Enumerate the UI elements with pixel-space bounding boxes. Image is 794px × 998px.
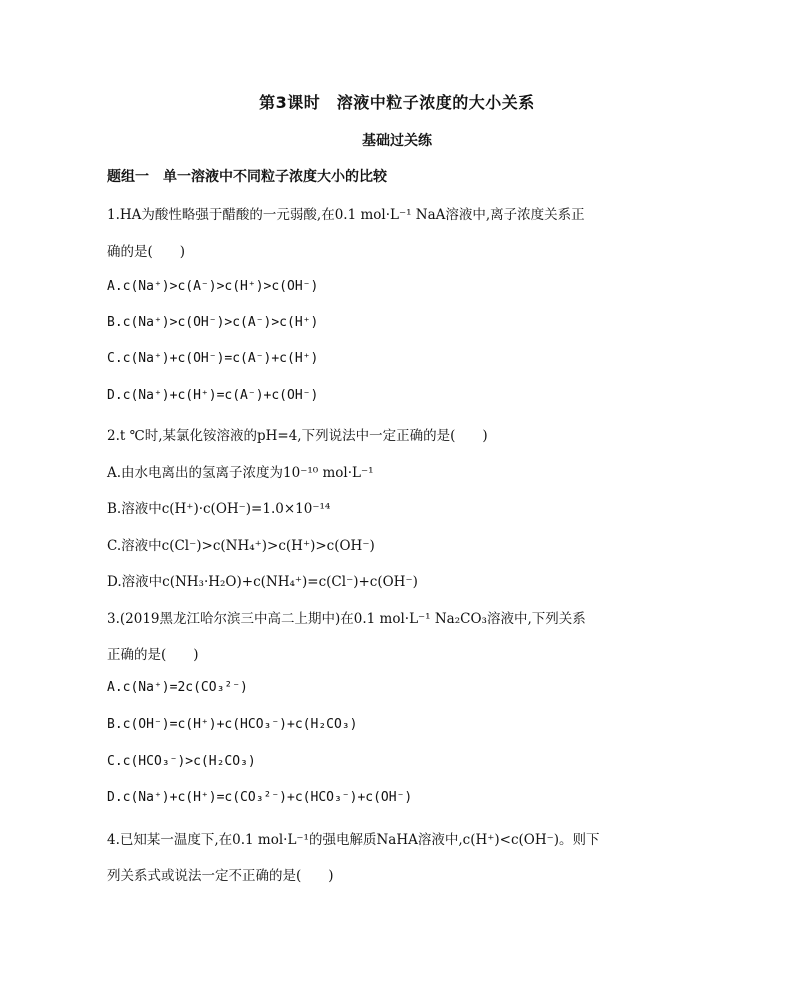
q1-option-a: A.c(Na⁺)>c(A⁻)>c(H⁺)>c(OH⁻) [107,279,319,294]
q3-option-c: C.c(HCO₃⁻)>c(H₂CO₃) [107,754,256,769]
q3-option-d: D.c(Na⁺)+c(H⁺)=c(CO₃²⁻)+c(HCO₃⁻)+c(OH⁻) [107,790,413,805]
q3-option-b: B.c(OH⁻)=c(H⁺)+c(HCO₃⁻)+c(H₂CO₃) [107,717,358,732]
q2-option-d: D.溶液中c(NH₃·H₂O)+c(NH₄⁺)=c(Cl⁻)+c(OH⁻) [107,574,418,590]
q1-option-c: C.c(Na⁺)+c(OH⁻)=c(A⁻)+c(H⁺) [107,351,319,366]
q2-option-b: B.溶液中c(H⁺)·c(OH⁻)=1.0×10⁻¹⁴ [107,501,331,517]
q3-stem-line1: 3.(2019黑龙江哈尔滨三中高二上期中)在0.1 mol·L⁻¹ Na₂CO₃溶液中,下列关系 [107,611,586,627]
q2-option-a: A.由水电离出的氢离子浓度为10⁻¹⁰ mol·L⁻¹ [107,465,374,481]
group-heading: 题组一 单一溶液中不同粒子浓度大小的比较 [107,169,387,185]
q2-option-c: C.溶液中c(Cl⁻)>c(NH₄⁺)>c(H⁺)>c(OH⁻) [107,538,375,554]
q2-stem: 2.t ℃时,某氯化铵溶液的pH=4,下列说法中一定正确的是( ) [107,428,488,444]
q1-option-b: B.c(Na⁺)>c(OH⁻)>c(A⁻)>c(H⁺) [107,315,319,330]
q1-option-d: D.c(Na⁺)+c(H⁺)=c(A⁻)+c(OH⁻) [107,388,319,403]
q3-stem-line2: 正确的是( ) [107,647,199,663]
page-title: 第3课时 溶液中粒子浓度的大小关系 [259,93,535,112]
section-subtitle: 基础过关练 [362,133,432,149]
q4-stem-line2: 列关系式或说法一定不正确的是( ) [107,868,334,884]
q3-option-a: A.c(Na⁺)=2c(CO₃²⁻) [107,680,248,695]
q1-stem-line1: 1.HA为酸性略强于醋酸的一元弱酸,在0.1 mol·L⁻¹ NaA溶液中,离子浓度关系正 [107,207,585,223]
q1-stem-line2: 确的是( ) [107,244,186,260]
q4-stem-line1: 4.已知某一温度下,在0.1 mol·L⁻¹的强电解质NaHA溶液中,c(H⁺)<c(OH⁻)。则下 [107,832,600,848]
